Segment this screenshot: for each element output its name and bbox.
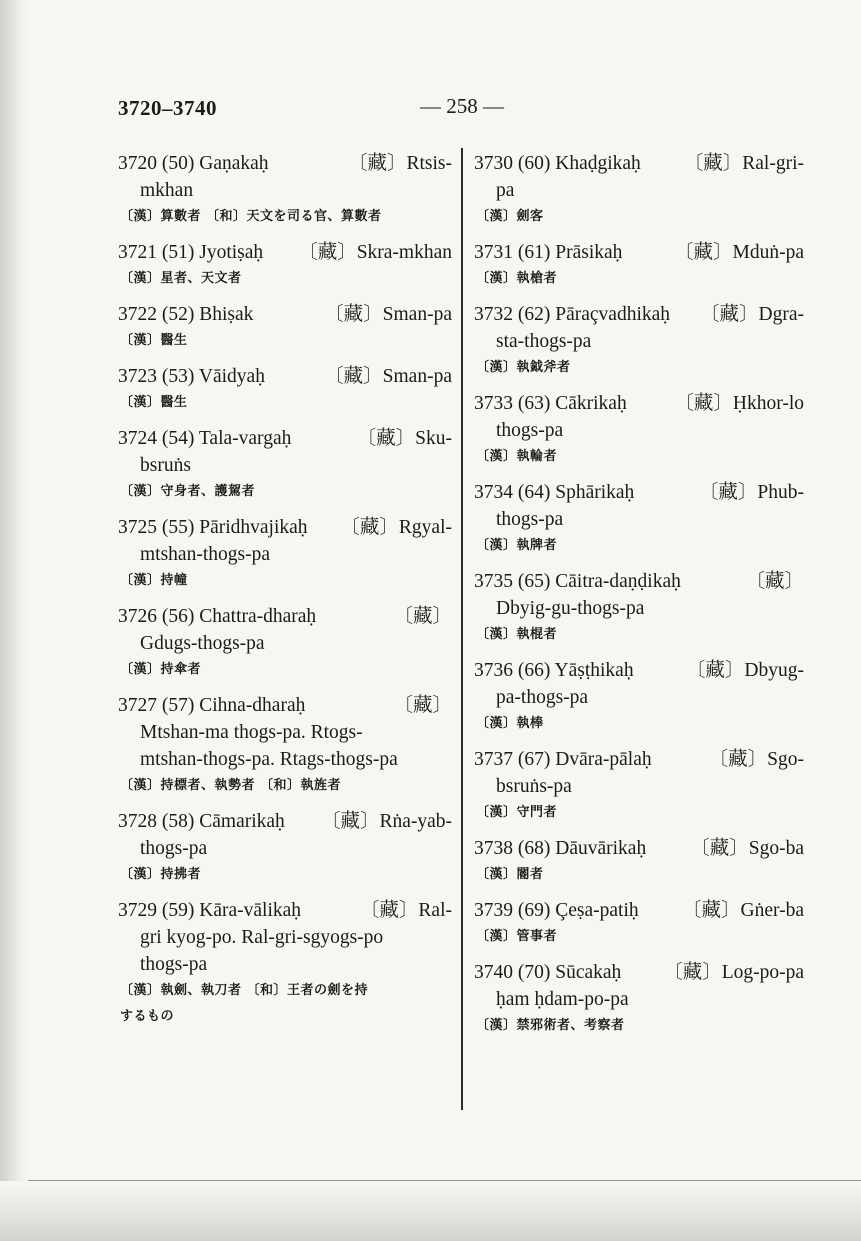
entry-3739 — [474, 897, 804, 950]
entry-continuation: thogs-pa — [140, 954, 208, 975]
entry-3733 — [474, 390, 804, 470]
entry-continuation: Mtshan-ma thogs-pa. Rtogs- — [140, 722, 363, 743]
entry-3740 — [474, 959, 804, 1039]
entry-chinese: 〔漢〕醫生 — [120, 395, 188, 410]
entry-tibetan: 〔藏〕Mduṅ-pa — [674, 242, 804, 263]
entry-3732 — [474, 301, 804, 381]
entry-sanskrit: 3736 (66) Yāṣṭhikaḥ — [474, 660, 634, 681]
entry-sanskrit: 3737 (67) Dvāra-pālaḥ — [474, 749, 652, 770]
scan-left-edge — [0, 0, 28, 1241]
entry-sanskrit: 3734 (64) Sphārikaḥ — [474, 482, 635, 503]
entry-sanskrit: 3721 (51) Jyotiṣaḥ — [118, 242, 264, 263]
entry-sanskrit: 3732 (62) Pāraçvadhikaḥ — [474, 304, 671, 325]
entry-tibetan: 〔藏〕 — [393, 695, 452, 716]
entry-chinese: 〔漢〕執棍者 — [476, 627, 558, 642]
entry-chinese: 〔漢〕執槍者 — [476, 271, 558, 286]
scan-bottom-edge — [0, 1181, 861, 1241]
entry-chinese: 〔漢〕執鉞斧者 — [476, 360, 571, 375]
entry-chinese: 〔漢〕守門者 — [476, 805, 558, 820]
entry-tibetan: 〔藏〕Phub- — [698, 482, 804, 503]
entry-3730 — [474, 150, 804, 230]
entry-continuation: bsruṅs-pa — [496, 776, 572, 797]
entry-chinese: 〔漢〕持標者、執勢者 〔和〕執旌者 — [120, 778, 342, 793]
entry-continuation: thogs-pa — [496, 420, 564, 441]
entry-continuation: gri kyog-po. Ral-gri-sgyogs-po — [140, 927, 384, 948]
entry-3720 — [118, 150, 452, 230]
entry-3737 — [474, 746, 804, 826]
entry-chinese: 〔漢〕禁邪術者、考察者 — [476, 1018, 625, 1033]
left-column — [118, 150, 452, 1030]
entry-3734 — [474, 479, 804, 559]
entry-sanskrit: 3723 (53) Vāidyaḥ — [118, 366, 265, 387]
entry-chinese: 〔漢〕閽者 — [476, 867, 544, 882]
entry-continuation: thogs-pa — [140, 838, 208, 859]
entry-continuation: mtshan-thogs-pa. Rtags-thogs-pa — [140, 749, 398, 770]
entry-chinese: 〔漢〕執棒 — [476, 716, 544, 731]
entry-chinese: 〔漢〕醫生 — [120, 333, 188, 348]
page-number: — 258 — — [420, 94, 504, 118]
right-column — [474, 150, 804, 1039]
entry-3727 — [118, 692, 452, 799]
entry-tibetan: 〔藏〕Dbyug- — [685, 660, 804, 681]
entry-sanskrit: 3740 (70) Sūcakaḥ — [474, 962, 622, 983]
entry-continuation: mtshan-thogs-pa — [140, 544, 270, 565]
entry-sanskrit: 3724 (54) Tala-vargaḥ — [118, 428, 292, 449]
entry-3728 — [118, 808, 452, 888]
entry-3738 — [474, 835, 804, 888]
entry-3723 — [118, 363, 452, 416]
entry-sanskrit: 3731 (61) Prāsikaḥ — [474, 242, 623, 263]
entry-sanskrit: 3729 (59) Kāra-vālikaḥ — [118, 900, 302, 921]
entry-tibetan: 〔藏〕Dgra- — [700, 304, 804, 325]
entry-3724 — [118, 425, 452, 505]
entry-3721 — [118, 239, 452, 292]
entry-continuation: thogs-pa — [496, 509, 564, 530]
entry-3729 — [118, 897, 452, 1030]
entry-3725 — [118, 514, 452, 594]
entry-tibetan: 〔藏〕Sgo-ba — [690, 838, 804, 859]
entry-continuation: ḥam ḥdam-po-pa — [496, 989, 629, 1010]
entry-tibetan: 〔藏〕Rtsis- — [347, 153, 452, 174]
entry-chinese: 〔漢〕執劍、執刀者 〔和〕王者の劍を持 — [120, 983, 369, 998]
entry-sanskrit: 3720 (50) Gaṇakaḥ — [118, 153, 269, 174]
entry-chinese: 〔漢〕管事者 — [476, 929, 558, 944]
entry-continuation: bsruṅs — [140, 455, 191, 476]
entry-tibetan: 〔藏〕Skra-mkhan — [298, 242, 452, 263]
entry-continuation: sta-thogs-pa — [496, 331, 592, 352]
column-divider — [461, 148, 463, 1110]
entry-chinese: 〔漢〕執牌者 — [476, 538, 558, 553]
entry-tibetan: 〔藏〕Sgo- — [708, 749, 804, 770]
entry-tibetan: 〔藏〕Log-po-pa — [663, 962, 804, 983]
entry-tibetan: 〔藏〕Ral- — [359, 900, 452, 921]
entry-sanskrit: 3728 (58) Cāmarikaḥ — [118, 811, 285, 832]
entry-chinese: 〔漢〕持傘者 — [120, 662, 202, 677]
entry-sanskrit: 3739 (69) Çeṣa-patiḥ — [474, 900, 639, 921]
entry-sanskrit: 3726 (56) Chattra-dharaḥ — [118, 606, 317, 627]
entry-range-header: 3720–3740 — [118, 96, 217, 120]
entry-sanskrit: 3735 (65) Cāitra-daṇḍikaḥ — [474, 571, 681, 592]
entry-tibetan: 〔藏〕Rṅa-yab- — [320, 811, 452, 832]
entry-chinese: 〔漢〕守身者、護駕者 — [120, 484, 256, 499]
entry-sanskrit: 3733 (63) Cākrikaḥ — [474, 393, 627, 414]
entry-sanskrit: 3722 (52) Bhiṣak — [118, 304, 254, 325]
entry-tibetan: 〔藏〕Gṅer-ba — [682, 900, 804, 921]
entry-continuation: mkhan — [140, 180, 194, 201]
entry-3735 — [474, 568, 804, 648]
entry-chinese-continuation: するもの — [120, 1009, 175, 1024]
entry-3726 — [118, 603, 452, 683]
entry-sanskrit: 3727 (57) Cihna-dharaḥ — [118, 695, 306, 716]
entry-tibetan: 〔藏〕Sman-pa — [324, 304, 452, 325]
entry-3736 — [474, 657, 804, 737]
entry-chinese: 〔漢〕持幢 — [120, 573, 188, 588]
entry-tibetan: 〔藏〕Ral-gri- — [683, 153, 804, 174]
entry-tibetan: 〔藏〕 — [745, 571, 804, 592]
entry-continuation: Gdugs-thogs-pa — [140, 633, 265, 654]
entry-continuation: Dbyig-gu-thogs-pa — [496, 598, 645, 619]
entry-tibetan: 〔藏〕Ḥkhor-lo — [674, 393, 804, 414]
entry-continuation: pa — [496, 180, 515, 201]
entry-chinese: 〔漢〕執輪者 — [476, 449, 558, 464]
entry-tibetan: 〔藏〕 — [393, 606, 452, 627]
entry-tibetan: 〔藏〕Rgyal- — [340, 517, 452, 538]
entry-chinese: 〔漢〕劍客 — [476, 209, 544, 224]
entry-chinese: 〔漢〕算數者 〔和〕天文を司る官、算數者 — [120, 209, 382, 224]
entry-3722 — [118, 301, 452, 354]
entry-chinese: 〔漢〕星者、天文者 — [120, 271, 242, 286]
entry-tibetan: 〔藏〕Sku- — [356, 428, 452, 449]
entry-sanskrit: 3725 (55) Pāridhvajikaḥ — [118, 517, 308, 538]
entry-3731 — [474, 239, 804, 292]
entry-chinese: 〔漢〕持拂者 — [120, 867, 202, 882]
entry-tibetan: 〔藏〕Sman-pa — [324, 366, 452, 387]
entry-sanskrit: 3738 (68) Dāuvārikaḥ — [474, 838, 647, 859]
entry-continuation: pa-thogs-pa — [496, 687, 589, 708]
entry-sanskrit: 3730 (60) Khaḍgikaḥ — [474, 153, 641, 174]
